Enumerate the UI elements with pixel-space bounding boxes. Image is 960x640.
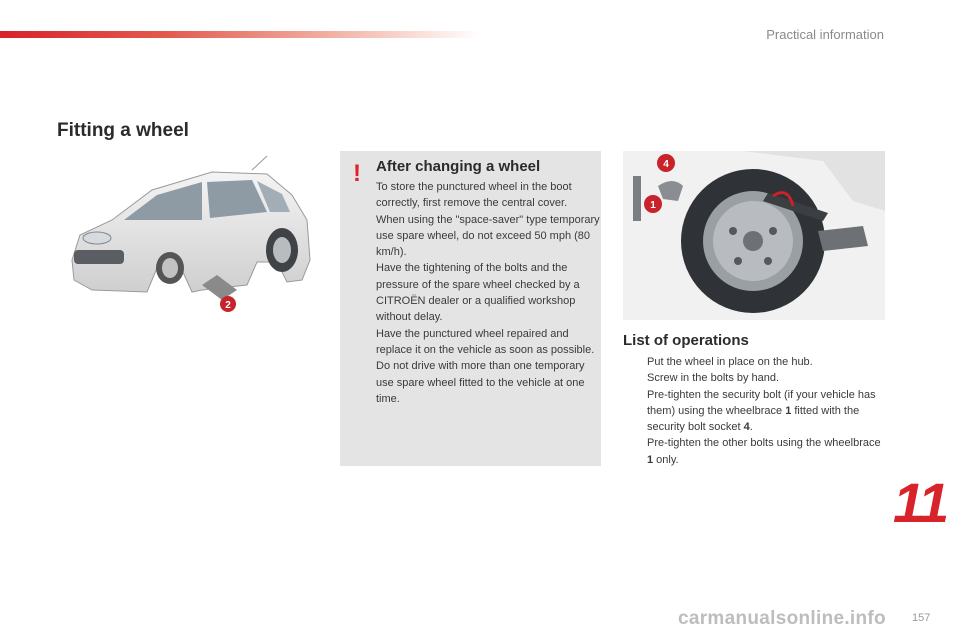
header-accent-bar xyxy=(0,31,480,38)
warning-box xyxy=(340,151,601,466)
operations-title: List of operations xyxy=(623,332,749,349)
page-title: Fitting a wheel xyxy=(57,120,189,141)
operation-text: Put the wheel in place on the hub. xyxy=(647,356,813,368)
callout-4-label: 4 xyxy=(663,159,669,170)
chapter-number: 11 xyxy=(893,471,948,534)
operation-text: Screw in the bolts by hand. xyxy=(647,372,780,385)
operation-text: Pre-tighten the other bolts using the wheelbrace xyxy=(647,437,881,450)
callout-1-label: 1 xyxy=(650,200,656,211)
warning-paragraph: Have the punctured wheel repaired and replace it on the vehicle as soon as possible. xyxy=(376,327,595,356)
operation-text: . xyxy=(749,421,753,434)
wheel-fitting-illustration xyxy=(623,151,885,320)
list-item xyxy=(623,370,888,386)
operation-text: only. xyxy=(653,453,679,466)
section-name: Practical information xyxy=(766,27,884,42)
warning-text xyxy=(376,179,600,407)
operation-text: Pre-tighten the security bolt (if your vehicle has them) using the wheelbrace xyxy=(647,388,876,417)
warning-paragraph: Have the tightening of the bolts and the pressure of the spare wheel checked by a CITROËN dealer or a qualified workshop without delay. xyxy=(376,262,580,324)
car-on-jack-illustration xyxy=(52,150,322,325)
page-number: 157 xyxy=(912,612,931,624)
watermark: carmanualsonline.info xyxy=(678,608,886,629)
warning-paragraph: When using the "space-saver" type temporary use spare wheel, do not exceed 50 mph (80 km/h). xyxy=(376,213,600,259)
operations-list xyxy=(623,354,888,468)
list-item xyxy=(623,354,888,370)
warning-paragraph: To store the punctured wheel in the boot correctly, first remove the central cover. xyxy=(376,181,572,210)
operation-ref: 4 xyxy=(743,421,750,434)
warning-icon: ! xyxy=(353,160,361,187)
operation-ref: 1 xyxy=(647,453,654,466)
warning-title: After changing a wheel xyxy=(376,158,541,175)
operation-text: fitted with the security bolt socket xyxy=(647,404,860,434)
operation-ref: 1 xyxy=(785,404,792,417)
list-item xyxy=(623,435,888,468)
callout-2-label: 2 xyxy=(225,300,231,311)
warning-paragraph: Do not drive with more than one temporary use spare wheel fitted to the vehicle at one time. xyxy=(376,360,585,405)
list-item xyxy=(623,387,888,436)
